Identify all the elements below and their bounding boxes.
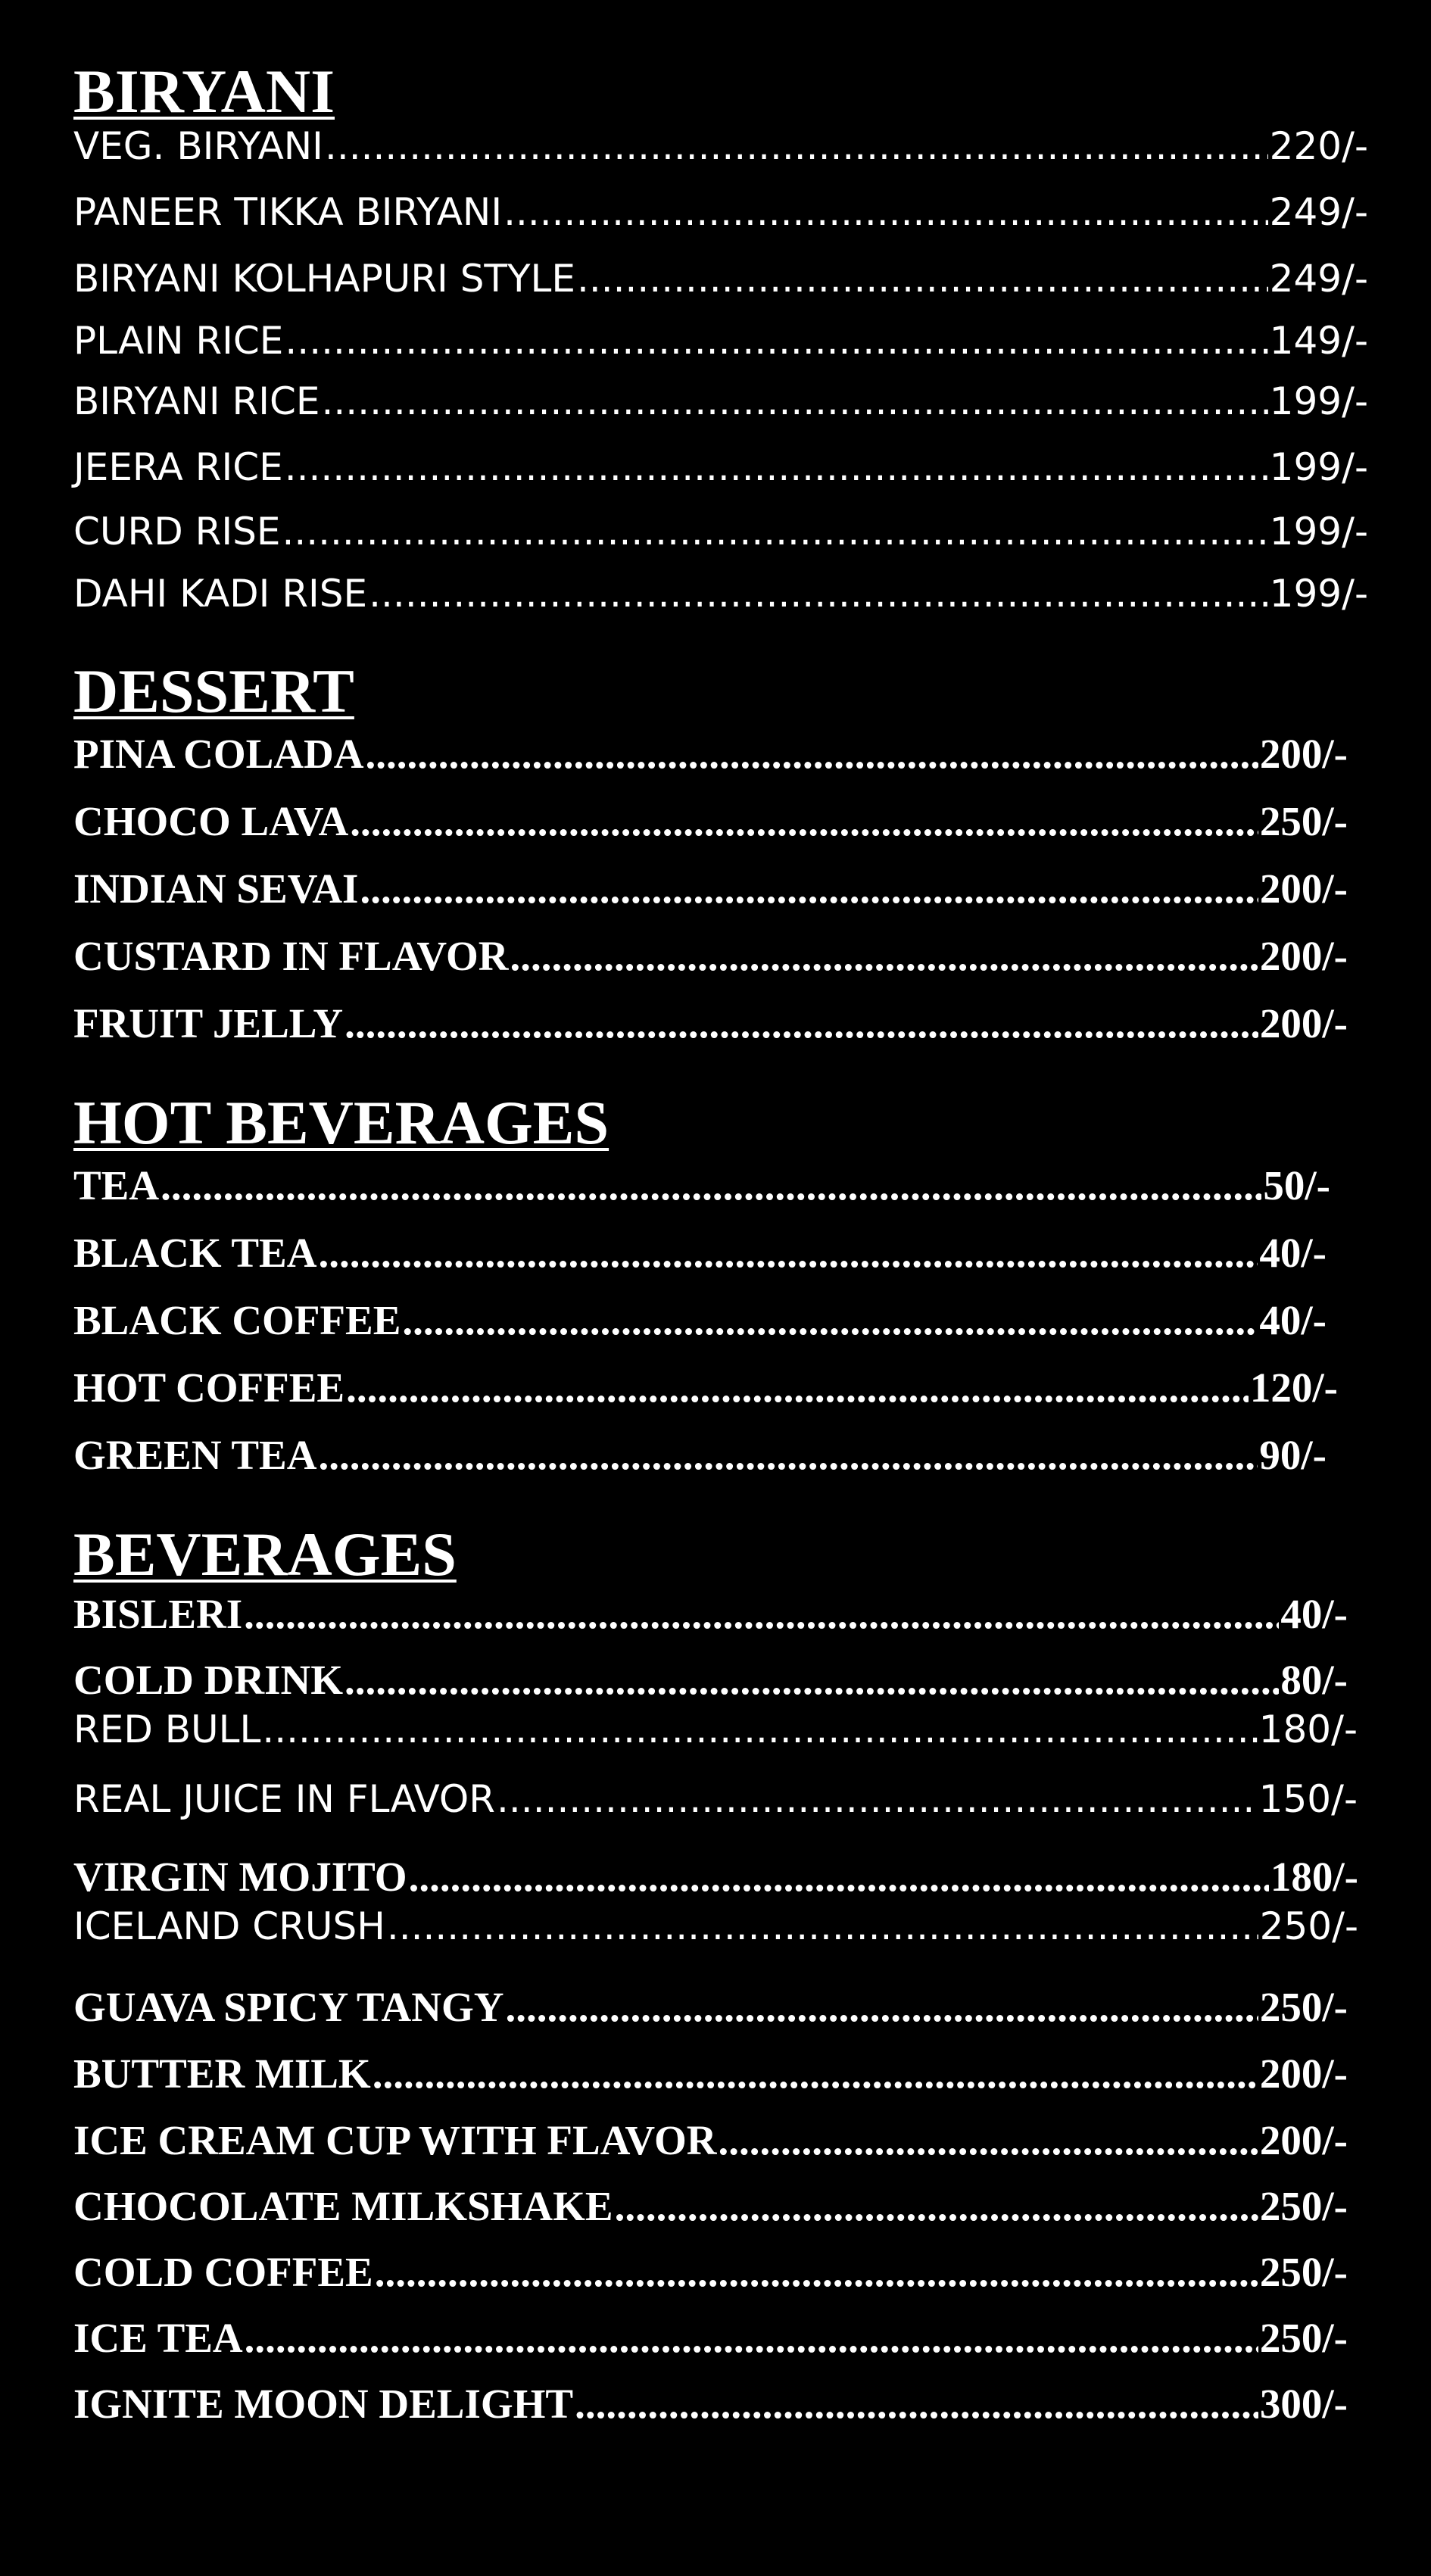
dot-leader <box>510 932 1258 980</box>
dot-leader <box>373 2050 1258 2097</box>
dot-leader <box>325 124 1268 168</box>
item-price: 199/- <box>1269 510 1368 554</box>
menu-item <box>73 2248 1348 2314</box>
dot-leader <box>322 379 1268 423</box>
menu-item <box>73 2050 1348 2116</box>
item-name: BLACK COFFEE <box>73 1297 401 1343</box>
item-price: 199/- <box>1269 572 1368 616</box>
section-hot-beverages <box>73 1083 1368 1514</box>
menu-item <box>73 190 1368 257</box>
menu-item <box>73 1656 1348 1707</box>
dot-leader <box>369 572 1268 616</box>
menu-item <box>73 1590 1348 1656</box>
dot-leader <box>344 1656 1279 1704</box>
dot-leader <box>282 510 1267 554</box>
section-heading: BEVERAGES <box>73 1520 457 1589</box>
menu-item <box>73 124 1368 190</box>
item-price: 200/- <box>1259 1000 1348 1046</box>
section-biryani <box>73 53 1368 651</box>
item-name: ICE TEA <box>73 2315 243 2361</box>
dot-leader <box>360 865 1258 912</box>
menu-item <box>73 1777 1358 1853</box>
item-name: CUSTARD IN FLAVOR <box>73 933 509 979</box>
menu <box>73 53 1368 2446</box>
menu-item <box>73 2314 1348 2380</box>
item-name: CHOCOLATE MILKSHAKE <box>73 2183 613 2229</box>
menu-item <box>73 257 1368 319</box>
item-name: GREEN TEA <box>73 1432 317 1478</box>
item-price: 250/- <box>1259 2183 1348 2229</box>
item-name: BUTTER MILK <box>73 2051 371 2097</box>
item-name: HOT COFFEE <box>73 1364 345 1411</box>
item-price: 199/- <box>1269 379 1368 423</box>
menu-item <box>73 797 1348 865</box>
menu-item <box>73 379 1368 445</box>
item-name: PINA COLADA <box>73 731 364 777</box>
item-price: 40/- <box>1280 1591 1348 1637</box>
item-name: BIRYANI RICE <box>73 379 320 423</box>
item-list <box>73 124 1368 632</box>
item-name: IGNITE MOON DELIGHT <box>73 2381 574 2427</box>
item-price: 180/- <box>1270 1854 1358 1900</box>
item-name: CHOCO LAVA <box>73 798 349 844</box>
item-price: 200/- <box>1259 2117 1348 2163</box>
item-price: 200/- <box>1259 731 1348 777</box>
item-name: JEERA RICE <box>73 445 283 489</box>
section-dessert <box>73 651 1368 1083</box>
item-name: COLD COFFEE <box>73 2249 373 2295</box>
item-name: RED BULL <box>73 1707 261 1751</box>
item-name: GUAVA SPICY TANGY <box>73 1984 504 2030</box>
item-price: 40/- <box>1259 1297 1327 1343</box>
section-heading: DESSERT <box>73 656 354 725</box>
menu-item <box>73 1431 1327 1499</box>
menu-item <box>73 2182 1348 2248</box>
menu-item <box>73 1904 1358 1983</box>
menu-item <box>73 932 1348 1000</box>
dot-leader <box>505 1983 1258 2031</box>
dot-leader <box>344 1000 1258 1047</box>
dot-leader <box>244 1590 1279 1638</box>
menu-item <box>73 1853 1358 1904</box>
item-name: REAL JUICE IN FLAVOR <box>73 1777 496 1821</box>
item-price: 180/- <box>1258 1707 1358 1751</box>
item-name: ICE CREAM CUP WITH FLAVOR <box>73 2117 717 2163</box>
item-price: 250/- <box>1259 1984 1348 2030</box>
menu-item <box>73 1229 1327 1296</box>
menu-item <box>73 1296 1327 1364</box>
item-price: 250/- <box>1259 2249 1348 2295</box>
item-name: TEA <box>73 1162 160 1208</box>
section-beverages <box>73 1514 1368 2446</box>
item-price: 40/- <box>1259 1230 1327 1276</box>
item-price: 149/- <box>1269 319 1368 363</box>
item-price: 220/- <box>1269 124 1368 168</box>
menu-item <box>73 319 1368 379</box>
menu-item <box>73 572 1368 632</box>
item-price: 300/- <box>1259 2381 1348 2427</box>
dot-leader <box>346 1364 1249 1411</box>
item-name: BISLERI <box>73 1591 243 1637</box>
item-name: VEG. BIRYANI <box>73 124 323 168</box>
item-price: 80/- <box>1280 1657 1348 1703</box>
item-price: 200/- <box>1259 2051 1348 2097</box>
item-price: 200/- <box>1259 865 1348 912</box>
item-list <box>73 730 1348 1067</box>
item-name: PANEER TIKKA BIRYANI <box>73 190 503 234</box>
menu-item <box>73 510 1368 572</box>
section-heading: HOT BEVERAGES <box>73 1088 610 1157</box>
item-price: 250/- <box>1259 1904 1358 1948</box>
dot-leader <box>497 1777 1258 1821</box>
item-price: 249/- <box>1269 190 1368 234</box>
dot-leader <box>318 1431 1258 1479</box>
item-name: COLD DRINK <box>73 1657 343 1703</box>
item-name: INDIAN SEVAI <box>73 865 359 912</box>
item-price: 250/- <box>1259 798 1348 844</box>
dot-leader <box>366 730 1258 778</box>
item-name: ICELAND CRUSH <box>73 1904 385 1948</box>
dot-leader <box>577 257 1268 301</box>
menu-item <box>73 1364 1338 1431</box>
dot-leader <box>718 2116 1258 2164</box>
item-name: BLACK TEA <box>73 1230 317 1276</box>
dot-leader <box>262 1707 1257 1751</box>
item-name: DAHI KADI RISE <box>73 572 368 616</box>
item-name: CURD RISE <box>73 510 281 554</box>
item-name: FRUIT JELLY <box>73 1000 344 1046</box>
dot-leader <box>350 797 1258 845</box>
dot-leader <box>615 2182 1258 2230</box>
dot-leader <box>387 1904 1258 1948</box>
section-heading: BIRYANI <box>73 57 335 126</box>
dot-leader <box>285 319 1267 363</box>
dot-leader <box>285 445 1268 489</box>
menu-item <box>73 2380 1348 2446</box>
dot-leader <box>402 1296 1258 1344</box>
item-price: 250/- <box>1259 2315 1348 2361</box>
dot-leader <box>161 1162 1261 1209</box>
dot-leader <box>318 1229 1258 1277</box>
item-list <box>73 1162 1338 1499</box>
menu-item <box>73 730 1348 797</box>
dot-leader <box>409 1853 1269 1901</box>
menu-item <box>73 1707 1358 1777</box>
item-price: 199/- <box>1269 445 1368 489</box>
menu-item <box>73 1000 1348 1067</box>
item-price: 90/- <box>1259 1432 1327 1478</box>
dot-leader <box>575 2380 1258 2428</box>
dot-leader <box>245 2314 1258 2362</box>
menu-item <box>73 865 1348 932</box>
dot-leader <box>375 2248 1258 2296</box>
item-price: 120/- <box>1249 1364 1338 1411</box>
menu-item <box>73 2116 1348 2182</box>
item-name: VIRGIN MOJITO <box>73 1854 407 1900</box>
menu-item <box>73 1983 1348 2050</box>
item-price: 50/- <box>1263 1162 1330 1208</box>
item-name: BIRYANI KOLHAPURI STYLE <box>73 257 575 301</box>
item-price: 150/- <box>1258 1777 1358 1821</box>
item-price: 200/- <box>1259 933 1348 979</box>
menu-item <box>73 1162 1330 1229</box>
menu-item <box>73 445 1368 510</box>
item-name: PLAIN RICE <box>73 319 284 363</box>
dot-leader <box>504 190 1268 234</box>
item-price: 249/- <box>1269 257 1368 301</box>
item-list <box>73 1590 1358 2446</box>
